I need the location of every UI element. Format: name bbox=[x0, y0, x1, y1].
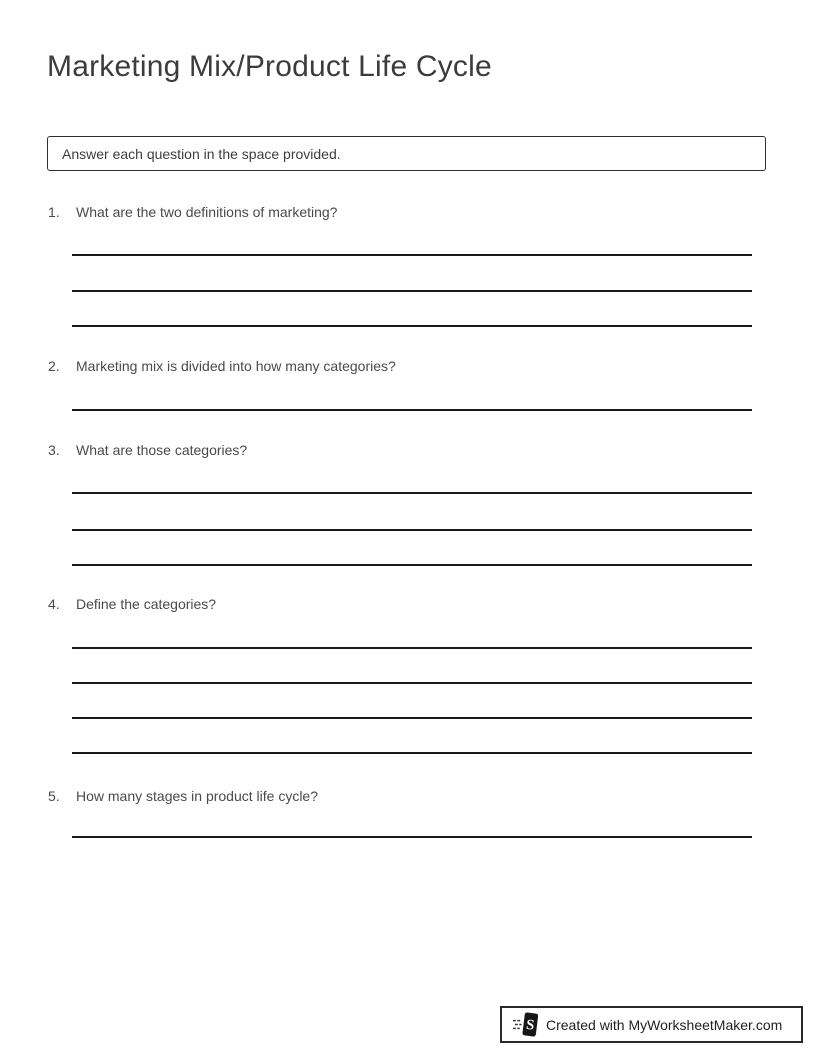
question-5 bbox=[48, 788, 318, 805]
svg-text:S: S bbox=[525, 1016, 536, 1034]
instructions-box bbox=[47, 136, 766, 171]
answer-line bbox=[72, 682, 752, 684]
question-2-number: 2. bbox=[48, 358, 60, 374]
footer-credit[interactable] bbox=[500, 1006, 803, 1043]
question-1-text: What are the two definitions of marketing? bbox=[76, 204, 338, 220]
answer-line bbox=[72, 752, 752, 754]
question-3-text: What are those categories? bbox=[76, 442, 248, 458]
answer-line bbox=[72, 492, 752, 494]
question-1 bbox=[48, 204, 337, 221]
question-5-number: 5. bbox=[48, 788, 60, 804]
question-4-text: Define the categories? bbox=[76, 596, 217, 612]
answer-line bbox=[72, 836, 752, 838]
footer-credit-text: Created with MyWorksheetMaker.com bbox=[546, 1016, 783, 1033]
answer-line bbox=[72, 717, 752, 719]
answer-line bbox=[72, 409, 752, 411]
question-3-number: 3. bbox=[48, 442, 60, 458]
answer-line bbox=[72, 325, 752, 327]
question-4-number: 4. bbox=[48, 596, 60, 612]
answer-line bbox=[72, 564, 752, 566]
question-4 bbox=[48, 596, 216, 613]
answer-line bbox=[72, 290, 752, 292]
page-title: Marketing Mix/Product Life Cycle bbox=[47, 50, 492, 83]
question-2 bbox=[48, 358, 396, 375]
instructions-text: Answer each question in the space provided. bbox=[62, 145, 341, 162]
answer-line bbox=[72, 529, 752, 531]
question-2-text: Marketing mix is divided into how many categories? bbox=[76, 358, 396, 374]
answer-line bbox=[72, 254, 752, 256]
worksheet-maker-logo-icon bbox=[512, 1012, 539, 1037]
question-3 bbox=[48, 442, 247, 459]
answer-line bbox=[72, 647, 752, 649]
question-5-text: How many stages in product life cycle? bbox=[76, 788, 318, 804]
question-1-number: 1. bbox=[48, 204, 60, 220]
